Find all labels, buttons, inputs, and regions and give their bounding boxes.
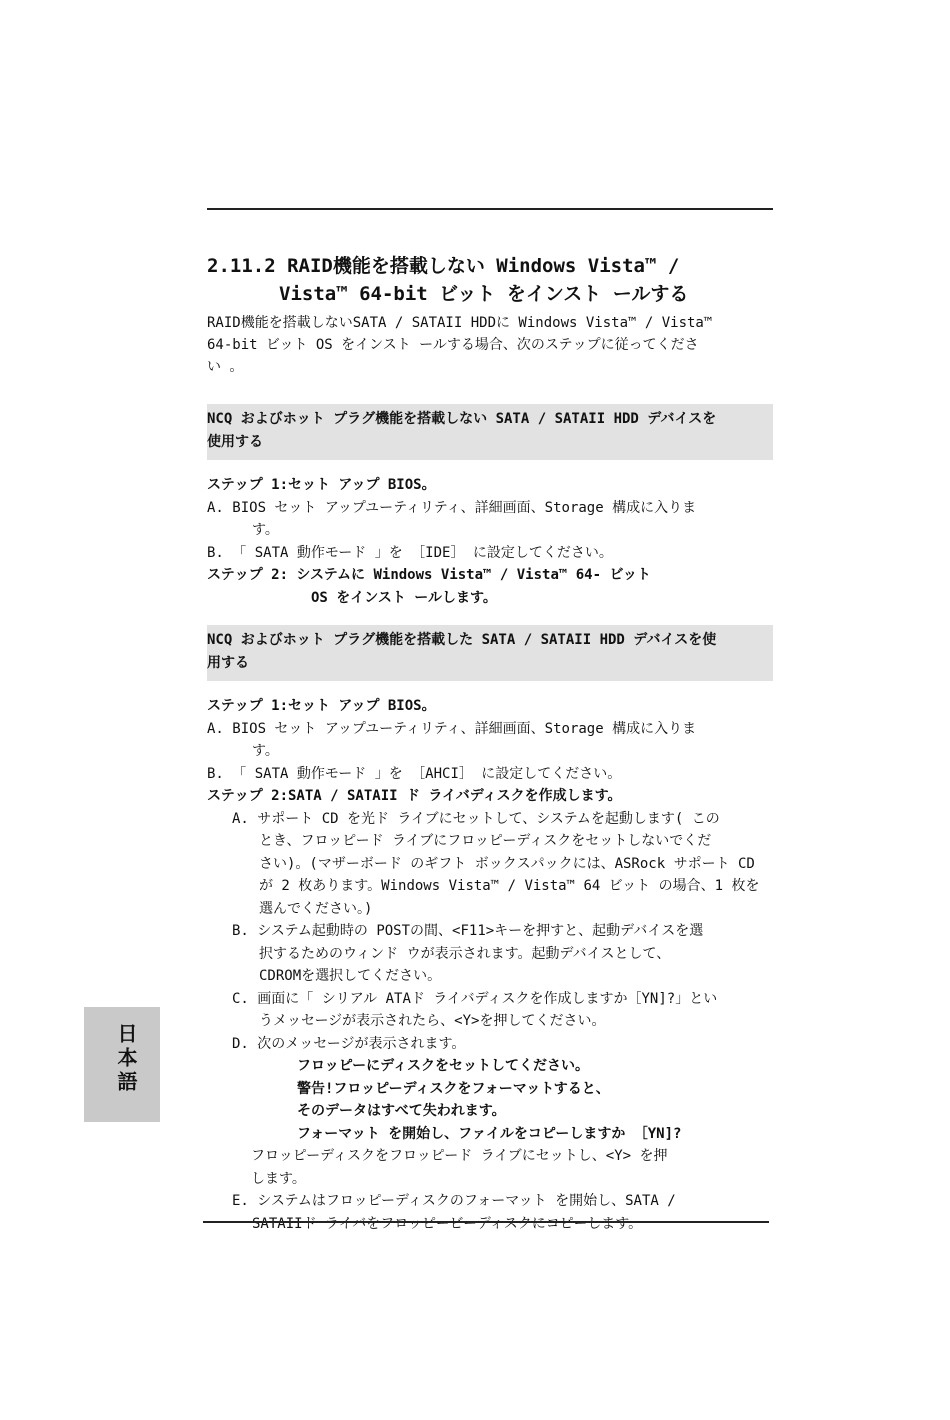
warning-message-line: フォーマット を開始し、ファイルをコピーしますか ［YN]? bbox=[297, 1125, 682, 1142]
section2-item-b: B. 「 SATA 動作モード 」を ［AHCI］ に設定してください。 bbox=[207, 765, 622, 782]
sub-item-a-line: とき、フロッピード ライブにフロッピーディスクをセットしないでくだ bbox=[259, 833, 712, 849]
warning-message-line: フロッピーにディスクをセットしてください。 bbox=[297, 1058, 590, 1074]
section1-step1: ステップ 1:セット アップ BIOS。 bbox=[207, 477, 436, 493]
section2-box-line: NCQ およびホット プラグ機能を搭載した SATA / SATAII HDD デバイスを使 bbox=[207, 632, 717, 648]
warning-message bbox=[207, 1055, 773, 1145]
sub-item-a-line: 選んでください。) bbox=[259, 900, 373, 917]
sub-item-e-line: E. システムはフロッピーディスクのフォーマット を開始し、SATA / bbox=[232, 1193, 676, 1209]
intro-line: 64-bit ビット OS をインスト ールする場合、次のステップに従ってくださ bbox=[207, 337, 699, 353]
sub-item-b-line: CDROMを選択してください。 bbox=[259, 968, 442, 984]
section2-item-a-line: す。 bbox=[252, 743, 279, 759]
section1-item-b: B. 「 SATA 動作モード 」を ［IDE］ に設定してください。 bbox=[207, 544, 613, 561]
language-tab-label: 日本語 bbox=[114, 1023, 138, 1095]
section1-box bbox=[207, 404, 773, 460]
section1-steps bbox=[207, 474, 773, 609]
language-tab bbox=[84, 1007, 160, 1122]
top-rule bbox=[207, 208, 773, 210]
sub-item-e-line: SATAIIド ライバをフロッピービーディスクにコピーします。 bbox=[252, 1215, 643, 1232]
heading-line-2: Vista™ 64-bit ビット をインスト ールする bbox=[279, 283, 689, 305]
intro-line: RAID機能を搭載しないSATA / SATAII HDDに Windows Vista™ / Vista™ bbox=[207, 315, 713, 331]
sub-item-c-line: C. 画面に「 シリアル ATAド ライバディスクを作成しますか［YN]?」とい bbox=[232, 990, 718, 1007]
heading-line-1: 2.11.2 RAID機能を搭載しない Windows Vista™ / bbox=[207, 255, 680, 277]
warning-message-line: そのデータはすべて失われます。 bbox=[297, 1103, 506, 1119]
section1-step2: ステップ 2: システムに Windows Vista™ / Vista™ 64- ビット bbox=[207, 567, 651, 583]
sub-item-a-line: さい)。(マザーボード のギフト ボックスパックには、ASRock サポート CD bbox=[259, 855, 755, 872]
bottom-rule bbox=[203, 1221, 769, 1223]
intro-line: い 。 bbox=[207, 359, 244, 375]
intro-paragraph bbox=[207, 312, 773, 378]
sub-item-c-line: うメッセージが表示されたら、<Y>を押してください。 bbox=[259, 1013, 606, 1029]
sub-item-e bbox=[207, 1190, 773, 1235]
section1-item-a bbox=[207, 497, 773, 542]
section2-steps bbox=[207, 695, 773, 1235]
sub-item-a-line: が 2 枚あります。Windows Vista™ / Vista™ 64 ビット の場合、1 枚を bbox=[259, 878, 760, 894]
section2-item-a-line: A. BIOS セット アップユーティリティ、詳細画面、Storage 構成に入りま bbox=[207, 720, 697, 737]
sub-item-a bbox=[207, 808, 773, 921]
section1-item-a-line: A. BIOS セット アップユーティリティ、詳細画面、Storage 構成に入りま bbox=[207, 499, 697, 516]
section2-step2: ステップ 2:SATA / SATAII ド ライバディスクを作成します。 bbox=[207, 788, 622, 804]
sub-item-a-line: A. サポート CD を光ド ライブにセットして、システムを起動します( この bbox=[232, 810, 720, 827]
sub-item-d: D. 次のメッセージが表示されます。 bbox=[232, 1035, 466, 1052]
after-message bbox=[207, 1145, 773, 1190]
sub-item-b-line: B. システム起動時の POSTの間、<F11>キーを押すと、起動デバイスを選 bbox=[232, 923, 704, 939]
section2-box bbox=[207, 625, 773, 681]
sub-item-c bbox=[207, 988, 773, 1033]
after-message-line: します。 bbox=[251, 1170, 306, 1187]
warning-message-line: 警告!フロッピーディスクをフォーマットすると、 bbox=[297, 1080, 610, 1097]
page-content bbox=[207, 252, 773, 1235]
after-message-line: フロッピーディスクをフロッピード ライブにセットし、<Y> を押 bbox=[251, 1148, 668, 1164]
section1-box-line: NCQ およびホット プラグ機能を搭載しない SATA / SATAII HDD デバイスを bbox=[207, 411, 717, 427]
section1-step2-cont: OS をインスト ールします。 bbox=[311, 589, 497, 606]
section-heading bbox=[207, 252, 773, 308]
section2-item-a bbox=[207, 718, 773, 763]
section1-item-a-line: す。 bbox=[252, 522, 279, 538]
section2-step1: ステップ 1:セット アップ BIOS。 bbox=[207, 698, 436, 714]
sub-item-b bbox=[207, 920, 773, 988]
section2-box-line: 用する bbox=[207, 655, 249, 671]
section1-box-line: 使用する bbox=[207, 434, 263, 450]
sub-item-b-line: 択するためのウィンド ウが表示されます。起動デバイスとして、 bbox=[259, 945, 671, 962]
